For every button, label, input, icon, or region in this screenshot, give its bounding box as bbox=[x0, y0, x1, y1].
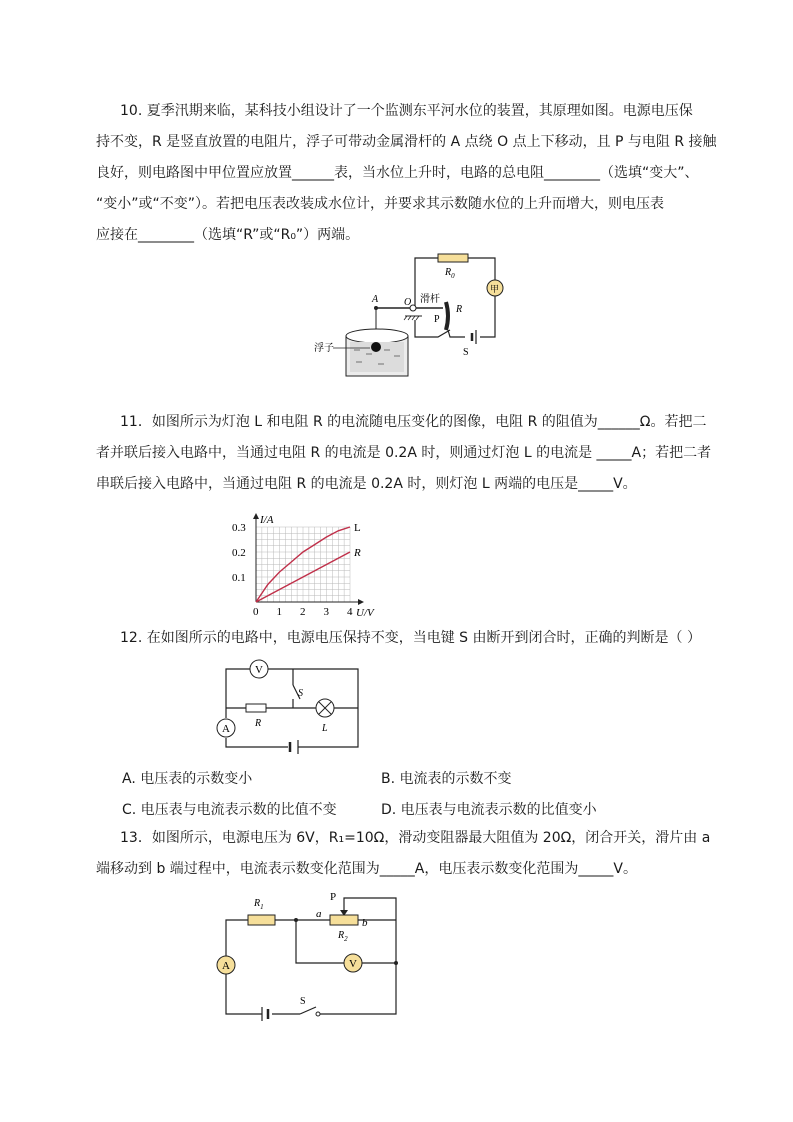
x-tick-label: 4 bbox=[347, 606, 353, 618]
switch-label: S bbox=[298, 688, 303, 699]
label-a: A bbox=[372, 294, 379, 305]
option-c[interactable]: C. 电压表与电流表示数的比值不变 bbox=[122, 802, 337, 818]
y-tick-label: 0.3 bbox=[232, 522, 246, 534]
water-tank bbox=[346, 329, 408, 376]
option-d[interactable]: D. 电压表与电流表示数的比值变小 bbox=[381, 802, 597, 818]
x-tick-label: 3 bbox=[323, 606, 329, 618]
switch-label: S bbox=[300, 996, 306, 1007]
q11-line-3: 串联后接入电路中，当通过电阻 R 的电流是 0.2A 时，则灯泡 L 两端的电压是_____V。 bbox=[96, 476, 637, 492]
label-s: S bbox=[463, 347, 469, 358]
x-axis-arrow bbox=[358, 599, 364, 605]
ammeter-label: A bbox=[222, 960, 230, 972]
q10-line-1: 10. 夏季汛期来临，某科技小组设计了一个监测东平河水位的装置，其原理如图。电源电压保 bbox=[120, 103, 693, 119]
resistor-r bbox=[246, 704, 266, 712]
question-13 bbox=[96, 823, 711, 885]
q10-line-2: 持不变，R 是竖直放置的电阻片，浮子可带动金属滑杆的 A 点绕 O 点上下移动，且 P 与电阻 R 接触 bbox=[96, 134, 717, 150]
question-12 bbox=[96, 623, 700, 654]
ammeter-label: A bbox=[222, 723, 230, 735]
q10-line-4: “变小”或“不变”）。若把电压表改装成水位计，并要求其示数随水位的上升而增大，则电压表 bbox=[96, 196, 665, 212]
lamp-label: L bbox=[322, 723, 328, 734]
q11-line-1: 11．如图所示为灯泡 L 和电阻 R 的电流随电压变化的图像，电阻 R 的阻值为______Ω。若把二 bbox=[120, 414, 707, 430]
label-fuzi: 浮子 bbox=[314, 343, 334, 354]
voltmeter-label: V bbox=[349, 958, 357, 970]
y-tick-label: 0.1 bbox=[232, 572, 246, 584]
label-huagan: 滑杆 bbox=[420, 294, 440, 305]
x-tick-label: 0 bbox=[253, 606, 259, 618]
q11-line-2: 者并联后接入电路中，当通过电阻 R 的电流是 0.2A 时，则通过灯泡 L 的电流是 _____A；若把二者 bbox=[96, 445, 712, 461]
resistor-r0 bbox=[438, 254, 468, 262]
q12-line-1: 12. 在如图所示的电路中，电源电压保持不变，当电键 S 由断开到闭合时，正确的判断是（ ） bbox=[120, 630, 701, 646]
label-r0: $R_0$ bbox=[445, 267, 455, 280]
option-b[interactable]: B. 电流表的示数不变 bbox=[381, 771, 512, 787]
y-tick-label: 0.2 bbox=[232, 547, 246, 559]
q10-line-5: 应接在________（选填“R”或“R₀”）两端。 bbox=[96, 227, 360, 243]
x-axis-label: U/V bbox=[356, 607, 374, 619]
label-jia: 甲 bbox=[490, 284, 500, 294]
label-p: P bbox=[434, 314, 440, 325]
q12-circuit bbox=[210, 655, 370, 757]
q13-line-1: 13．如图所示，电源电压为 6V，R₁=10Ω，滑动变阻器最大阻值为 20Ω，闭合开关，滑片由 a bbox=[120, 830, 711, 846]
r2-label: $R_2$ bbox=[338, 930, 348, 943]
voltmeter-label: V bbox=[255, 664, 263, 676]
q13-line-2: 端移动到 b 端过程中，电流表示数变化范围为_____A，电压表示数变化范围为_____V。 bbox=[96, 861, 637, 877]
resistor-r1 bbox=[248, 915, 275, 925]
y-axis-label: I/A bbox=[260, 514, 274, 526]
rheostat-r2 bbox=[330, 915, 358, 925]
q10-water-level-figure bbox=[300, 250, 530, 385]
option-a[interactable]: A. 电压表的示数变小 bbox=[122, 771, 253, 787]
lamp-l bbox=[316, 699, 334, 717]
series-label-L: L bbox=[354, 522, 361, 534]
r1-label: $R_1$ bbox=[254, 898, 264, 911]
x-tick-label: 2 bbox=[300, 606, 306, 618]
resistor-r-arc bbox=[446, 302, 448, 330]
resistor-label: R bbox=[255, 718, 262, 729]
x-tick-label: 1 bbox=[276, 606, 282, 618]
label-o: O bbox=[404, 297, 412, 308]
end-a-label: a bbox=[316, 908, 322, 920]
label-r: R bbox=[456, 304, 463, 315]
q10-line-3: 良好，则电路图中甲位置应放置______表，当水位上升时，电路的总电阻________（选填“变大”、 bbox=[96, 165, 699, 181]
iu-chart bbox=[228, 505, 388, 627]
series-label-R: R bbox=[354, 547, 361, 559]
question-10 bbox=[96, 96, 717, 251]
y-axis-arrow bbox=[253, 513, 259, 519]
slider-p-label: P bbox=[330, 891, 337, 903]
question-11 bbox=[96, 407, 712, 500]
end-b-label: b bbox=[362, 917, 368, 929]
q13-circuit bbox=[210, 888, 410, 1023]
